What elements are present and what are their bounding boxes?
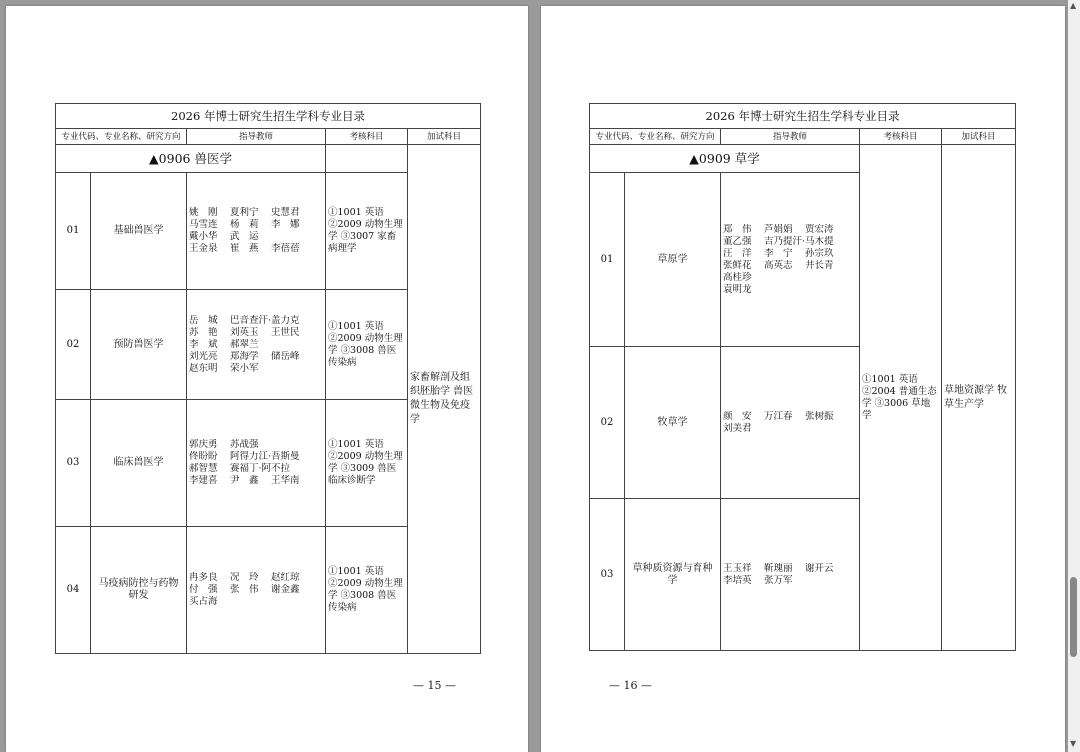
scroll-down-arrow-icon[interactable]: ▼ (1070, 739, 1077, 748)
row-code: 02 (56, 290, 91, 400)
discipline-title: ▲0906 兽医学 (56, 145, 326, 173)
row-advisors: 冉多良 况 玲 赵红琼 付 强 张 伟 谢金鑫 买占海 (187, 527, 326, 654)
catalog-table-16 (589, 103, 1016, 651)
row-name: 草种质资源与育种学 (625, 499, 721, 651)
row-advisors: 岳 城 巴音查汗·盖力克 苏 艳 刘英玉 王世民 李 斌 郝翠兰 刘光亮 郑海学 储岳峰 赵东明 荣小军 (187, 290, 326, 400)
page-number: — 16 — (609, 679, 652, 692)
header-major: 专业代码、专业名称、研究方向 (56, 129, 187, 145)
header-major: 专业代码、专业名称、研究方向 (590, 129, 721, 145)
header-extra: 加试科目 (408, 129, 481, 145)
row-code: 01 (56, 173, 91, 290)
exam-subjects: ①1001 英语 ②2004 普通生态学 ③3006 草地学 (860, 145, 942, 651)
catalog-table-15 (55, 103, 481, 654)
page-16 (541, 6, 1065, 752)
row-code: 03 (590, 499, 625, 651)
extra-subjects: 家畜解剖及组织胚胎学 兽医微生物及免疫学 (408, 145, 481, 654)
scrollbar-thumb[interactable] (1070, 577, 1077, 657)
table-title: 2026 年博士研究生招生学科专业目录 (56, 104, 481, 129)
vertical-scrollbar[interactable] (1068, 0, 1080, 752)
row-code: 04 (56, 527, 91, 654)
row-exam: ①1001 英语 ②2009 动物生理学 ③3008 兽医传染病 (326, 290, 408, 400)
row-exam: ①1001 英语 ②2009 动物生理学 ③3009 兽医临床诊断学 (326, 400, 408, 527)
row-name: 牧草学 (625, 347, 721, 499)
row-code: 02 (590, 347, 625, 499)
header-advisors: 指导教师 (721, 129, 860, 145)
header-exam: 考核科目 (326, 129, 408, 145)
row-advisors: 姚 刚 夏利宁 史慧君 马雪连 杨 莉 李 娜 戴小华 武 运 王金泉 崔 燕 李蓓蓓 (187, 173, 326, 290)
row-code: 01 (590, 173, 625, 347)
row-name: 马疫病防控与药物研发 (91, 527, 187, 654)
scroll-up-arrow-icon[interactable]: ▲ (1070, 1, 1077, 10)
discipline-title: ▲0909 草学 (590, 145, 860, 173)
row-name: 临床兽医学 (91, 400, 187, 527)
page-number: — 15 — (413, 679, 456, 692)
row-exam: ①1001 英语 ②2009 动物生理学 ③3008 兽医传染病 (326, 527, 408, 654)
row-code: 03 (56, 400, 91, 527)
row-advisors: 王玉祥 靳瑰丽 谢开云 李培英 张万军 (721, 499, 860, 651)
header-advisors: 指导教师 (187, 129, 326, 145)
header-exam: 考核科目 (860, 129, 942, 145)
row-exam: ①1001 英语 ②2009 动物生理学 ③3007 家畜病理学 (326, 173, 408, 290)
row-advisors: 郑 伟 芦娟娟 贾宏涛 董乙强 吉乃提汗·马木提 汪 洋 李 宁 孙宗玖 张鲜花 高英志 井长青 高桂珍 袁明龙 (721, 173, 860, 347)
extra-subjects: 草地资源学 牧草生产学 (942, 145, 1016, 651)
header-extra: 加试科目 (942, 129, 1016, 145)
row-advisors: 郭庆勇 苏战强 佟盼盼 阿得力江·吾斯曼 郝智慧 赛福丁·阿不拉 李建喜 尹 鑫 王华南 (187, 400, 326, 527)
page-15 (6, 6, 528, 752)
row-name: 预防兽医学 (91, 290, 187, 400)
row-name: 草原学 (625, 173, 721, 347)
row-advisors: 颜 安 万江春 张树振 刘美君 (721, 347, 860, 499)
table-title: 2026 年博士研究生招生学科专业目录 (590, 104, 1016, 129)
row-name: 基础兽医学 (91, 173, 187, 290)
